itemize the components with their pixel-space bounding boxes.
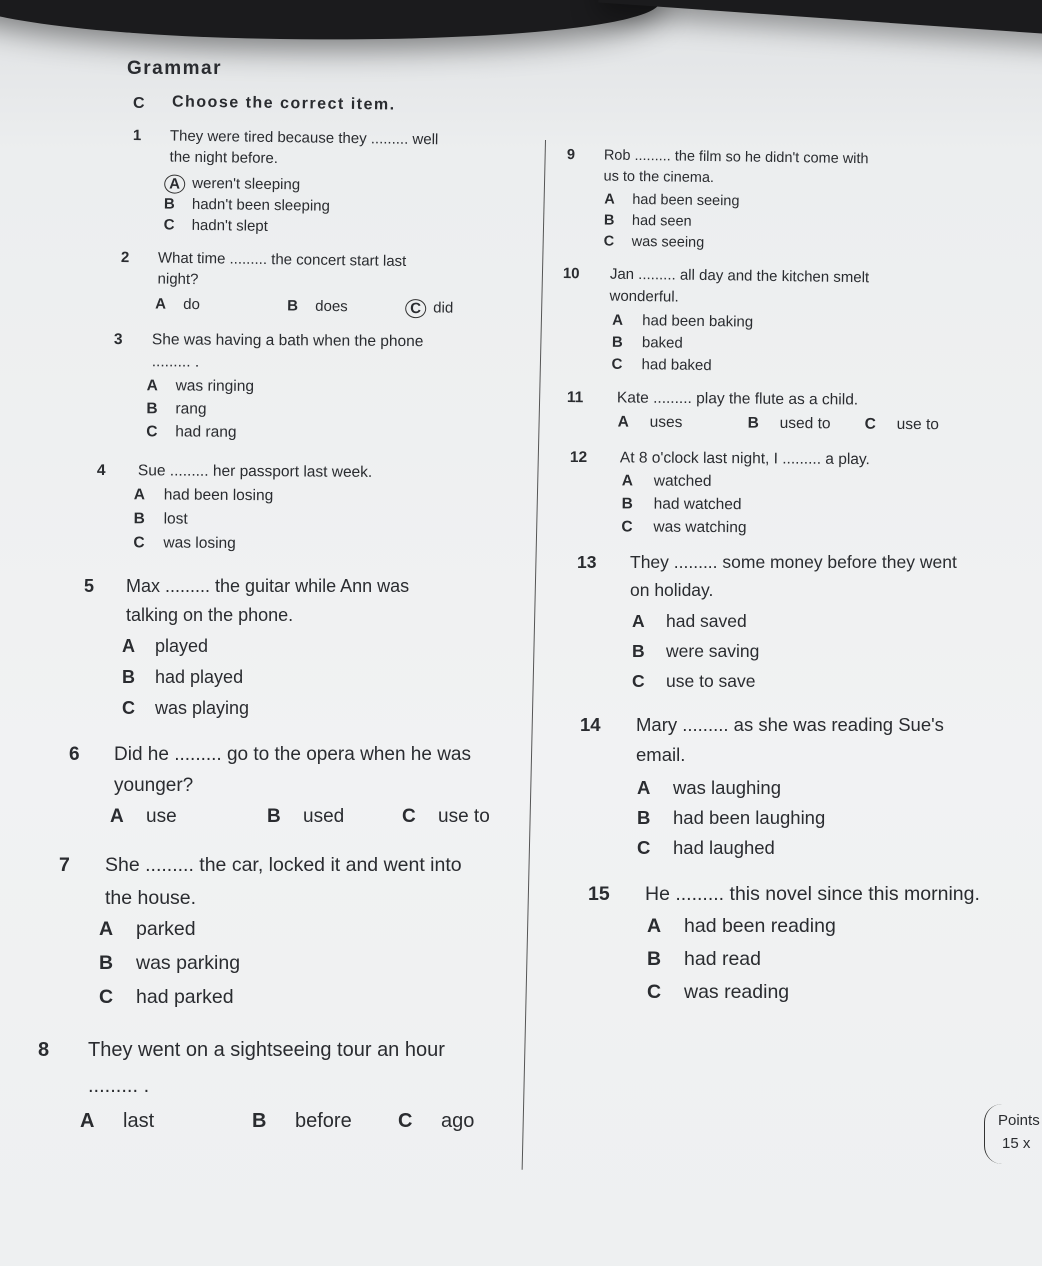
option-text: use to — [438, 806, 490, 827]
option-letter: C — [398, 1110, 413, 1132]
answer-option[interactable] — [647, 948, 761, 971]
option-letter: A — [612, 311, 624, 329]
option-text: uses — [649, 413, 683, 432]
answer-option[interactable] — [146, 423, 237, 441]
option-letter: A — [133, 486, 146, 504]
points-value: 15 x — [1002, 1135, 1031, 1152]
option-text: use to — [896, 415, 940, 434]
option-text: does — [315, 297, 348, 316]
question-stem-cont: night? — [157, 270, 199, 289]
answer-option[interactable] — [287, 297, 348, 316]
option-letter: B — [637, 807, 651, 828]
question-stem-cont: younger? — [114, 775, 194, 796]
option-text: use to save — [666, 671, 756, 691]
option-text: ago — [441, 1110, 475, 1132]
option-text: had been seeing — [632, 191, 740, 210]
option-letter: A — [80, 1110, 95, 1132]
answer-option[interactable] — [632, 671, 756, 692]
option-text: had been reading — [684, 915, 836, 937]
option-letter: C — [146, 423, 158, 441]
option-text: was parking — [136, 952, 241, 974]
option-text: used — [303, 806, 345, 827]
option-text: lost — [163, 510, 188, 528]
option-text: were saving — [666, 641, 760, 661]
option-letter: A — [647, 915, 662, 937]
question-stem-cont: us to the cinema. — [603, 168, 715, 187]
option-text: was seeing — [631, 233, 705, 251]
question-number: 5 — [84, 576, 95, 596]
option-letter: C — [163, 216, 175, 234]
photo-shadow — [598, 0, 1042, 37]
option-text: last — [123, 1110, 155, 1132]
question-stem: He ......... this novel since this morning. — [645, 883, 980, 905]
option-text: baked — [641, 334, 683, 352]
question-stem: Max ......... the guitar while Ann was — [126, 576, 410, 596]
option-letter: B — [611, 333, 623, 351]
question-stem-cont: the night before. — [169, 148, 279, 168]
option-letter: C — [603, 233, 615, 250]
exercise-letter: C — [133, 95, 147, 112]
question-stem: Kate ......... play the flute as a child. — [616, 389, 859, 409]
question-number: 14 — [580, 714, 601, 735]
option-text: watched — [653, 472, 712, 490]
answer-option[interactable] — [80, 1110, 155, 1133]
answer-option[interactable] — [632, 611, 747, 632]
option-letter: B — [603, 212, 615, 229]
answer-option[interactable] — [637, 807, 826, 829]
option-text: did — [433, 299, 454, 317]
option-text: had watched — [653, 495, 742, 514]
option-text: was reading — [684, 981, 790, 1003]
option-letter: A — [110, 806, 124, 827]
option-text: had been baking — [642, 312, 754, 331]
answer-option[interactable] — [611, 355, 712, 375]
answer-option[interactable] — [99, 918, 196, 941]
question-stem-cont: the house. — [105, 887, 197, 909]
option-text: use — [146, 806, 177, 827]
question-number: 9 — [566, 147, 576, 164]
answer-option[interactable] — [122, 667, 244, 688]
question-stem: She was having a bath when the phone — [151, 331, 424, 351]
option-letter: C — [99, 986, 114, 1008]
question-number: 13 — [577, 552, 597, 572]
option-letter: B — [647, 948, 662, 970]
option-letter: B — [632, 641, 645, 661]
points-label: Points — [998, 1112, 1040, 1129]
option-letter: C — [611, 355, 623, 373]
answer-option[interactable] — [402, 806, 490, 828]
option-text: do — [183, 295, 201, 314]
option-letter: C — [621, 518, 633, 536]
answer-option[interactable] — [99, 952, 241, 975]
option-text: had baked — [641, 356, 712, 375]
answer-option[interactable] — [133, 510, 188, 528]
option-letter: A — [632, 611, 645, 631]
answer-option[interactable] — [146, 400, 207, 418]
answer-option[interactable] — [99, 986, 234, 1009]
option-letter: C — [632, 671, 645, 691]
option-text: had rang — [175, 423, 237, 441]
option-text: had saved — [666, 611, 747, 631]
option-text: had seen — [631, 212, 692, 230]
answer-option[interactable] — [146, 377, 255, 395]
question-stem-cont: ......... . — [151, 353, 200, 371]
answer-option[interactable] — [604, 191, 740, 210]
answer-option[interactable] — [163, 195, 331, 215]
option-text: played — [155, 636, 209, 656]
answer-option[interactable] — [405, 299, 454, 318]
question-stem: They ......... some money before they went — [630, 552, 957, 572]
option-letter: C — [122, 698, 135, 718]
question-stem: They were tired because they ......... well — [169, 127, 439, 149]
question-number: 12 — [569, 449, 588, 467]
answer-option[interactable] — [617, 413, 683, 432]
option-letter: C — [637, 837, 651, 858]
option-letter: A — [122, 636, 135, 656]
answer-option[interactable] — [110, 806, 177, 828]
question-number: 15 — [588, 883, 610, 905]
option-text: had read — [684, 948, 761, 970]
option-letter: B — [747, 414, 759, 432]
option-text: had parked — [136, 986, 234, 1008]
column-divider — [522, 140, 546, 1170]
answer-option[interactable] — [267, 806, 345, 828]
question-number: 7 — [59, 854, 70, 876]
option-letter: A — [164, 174, 185, 193]
option-letter: C — [133, 534, 145, 552]
answer-option[interactable] — [122, 698, 250, 719]
question-number: 4 — [96, 462, 106, 480]
option-text: was losing — [163, 534, 236, 552]
option-text: was playing — [155, 698, 250, 718]
question-stem-cont: wonderful. — [609, 287, 679, 306]
question-number: 3 — [113, 331, 123, 349]
answer-option[interactable] — [621, 495, 742, 514]
option-letter: B — [133, 510, 145, 528]
answer-option[interactable] — [747, 414, 831, 433]
option-letter: A — [99, 918, 114, 940]
answer-option[interactable] — [637, 777, 781, 799]
answer-option[interactable] — [155, 295, 201, 314]
option-letter: B — [122, 667, 135, 687]
question-stem-cont: talking on the phone. — [126, 605, 294, 625]
option-letter: B — [287, 297, 299, 315]
option-letter: A — [155, 295, 167, 313]
option-letter: A — [621, 472, 634, 490]
option-letter: B — [99, 952, 114, 974]
option-letter: B — [267, 806, 281, 827]
question-stem: Rob ......... the film so he didn't come with — [603, 147, 869, 168]
answer-option[interactable] — [621, 472, 712, 490]
option-letter: C — [402, 806, 416, 827]
option-letter: A — [146, 377, 158, 395]
option-text: was ringing — [175, 377, 255, 395]
answer-option[interactable] — [621, 518, 747, 537]
option-text: hadn't slept — [191, 216, 269, 235]
question-stem: At 8 o'clock last night, I ......... a play. — [619, 449, 870, 469]
question-number: 11 — [566, 389, 584, 407]
option-letter: C — [405, 299, 426, 318]
question-stem: Jan ......... all day and the kitchen smelt — [609, 265, 870, 287]
question-stem: They went on a sightseeing tour an hour — [88, 1039, 445, 1061]
answer-option[interactable] — [252, 1110, 352, 1133]
option-letter: A — [604, 191, 615, 208]
section-title: Grammar — [127, 58, 222, 79]
option-text: had been laughing — [673, 807, 826, 828]
answer-option[interactable] — [122, 636, 209, 657]
option-letter: B — [163, 195, 175, 213]
option-text: was watching — [653, 518, 747, 537]
option-letter: A — [617, 413, 629, 431]
question-stem: Did he ......... go to the opera when he was — [114, 744, 471, 765]
question-stem-cont: email. — [636, 744, 686, 765]
question-stem: What time ......... the concert start last — [157, 249, 407, 270]
option-text: had laughed — [673, 837, 775, 858]
answer-option[interactable] — [398, 1110, 475, 1133]
answer-option[interactable] — [612, 311, 754, 331]
question-stem-cont: on holiday. — [630, 580, 714, 600]
question-number: 1 — [132, 127, 142, 145]
answer-option[interactable] — [864, 415, 940, 434]
question-stem: She ......... the car, locked it and went into — [105, 854, 462, 876]
option-text: was laughing — [673, 777, 781, 798]
answer-option[interactable] — [133, 486, 274, 505]
option-text: had played — [155, 667, 244, 687]
answer-option[interactable] — [647, 981, 790, 1004]
answer-option[interactable] — [632, 641, 760, 662]
question-number: 8 — [38, 1039, 50, 1061]
question-number: 2 — [120, 249, 130, 267]
option-letter: B — [146, 400, 158, 418]
answer-option[interactable] — [603, 212, 692, 230]
question-stem: Sue ......... her passport last week. — [137, 462, 373, 481]
option-letter: B — [621, 495, 633, 513]
question-number: 6 — [69, 744, 80, 765]
option-text: hadn't been sleeping — [191, 195, 331, 215]
option-letter: C — [647, 981, 662, 1003]
answer-option[interactable] — [133, 534, 236, 552]
option-text: rang — [175, 400, 207, 418]
option-letter: A — [637, 777, 651, 798]
question-stem-cont: ......... . — [88, 1075, 150, 1097]
option-text: had been losing — [163, 486, 274, 505]
option-text: weren't sleeping — [192, 174, 301, 194]
answer-option[interactable] — [603, 233, 705, 251]
option-letter: C — [864, 415, 876, 433]
option-text: parked — [136, 918, 196, 940]
exercise-instruction: Choose the correct item. — [171, 93, 396, 114]
option-text: used to — [779, 414, 831, 433]
option-letter: B — [252, 1110, 267, 1132]
question-stem: Mary ......... as she was reading Sue's — [636, 714, 944, 735]
option-text: before — [295, 1110, 352, 1132]
answer-option[interactable] — [647, 915, 836, 938]
answer-option[interactable] — [611, 333, 683, 352]
answer-option[interactable] — [164, 174, 301, 194]
question-number: 10 — [562, 265, 580, 283]
photo-shadow — [0, 0, 661, 49]
answer-option[interactable] — [637, 837, 775, 859]
answer-option[interactable] — [163, 216, 269, 235]
